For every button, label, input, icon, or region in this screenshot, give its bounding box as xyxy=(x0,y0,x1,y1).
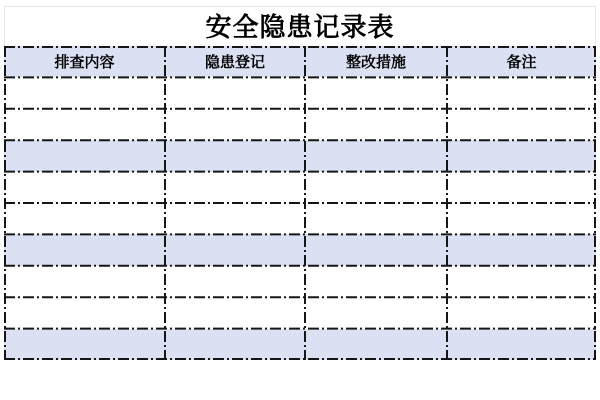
table-cell xyxy=(305,234,447,265)
table-cell xyxy=(4,297,165,328)
table-cell xyxy=(447,266,596,297)
table-cell xyxy=(305,266,447,297)
table-cell xyxy=(165,329,305,360)
table-cell xyxy=(4,140,165,171)
table-cell xyxy=(447,234,596,265)
table-cell xyxy=(4,266,165,297)
table-cell xyxy=(4,172,165,203)
table-cell xyxy=(305,140,447,171)
table-cell xyxy=(305,77,447,108)
column-header-inspection-content: 排查内容 xyxy=(4,46,165,77)
table-cell xyxy=(447,203,596,234)
column-header-rectification-measures: 整改措施 xyxy=(305,46,447,77)
table-cell xyxy=(165,77,305,108)
table-cell xyxy=(165,297,305,328)
table-cell xyxy=(447,140,596,171)
table-cell xyxy=(165,234,305,265)
document-sheet xyxy=(4,6,596,360)
table-cell xyxy=(4,77,165,108)
table-cell xyxy=(305,172,447,203)
table-cell xyxy=(4,329,165,360)
column-header-remarks: 备注 xyxy=(447,46,596,77)
table-cell xyxy=(447,77,596,108)
table-cell xyxy=(305,297,447,328)
table-cell xyxy=(4,234,165,265)
record-table xyxy=(4,46,596,360)
table-cell xyxy=(447,172,596,203)
table-cell xyxy=(4,203,165,234)
table-cell xyxy=(165,109,305,140)
table-cell xyxy=(447,297,596,328)
table-grid xyxy=(4,46,596,360)
table-cell xyxy=(165,203,305,234)
table-cell xyxy=(305,329,447,360)
table-cell xyxy=(447,329,596,360)
column-header-hazard-registration: 隐患登记 xyxy=(165,46,305,77)
table-cell xyxy=(165,172,305,203)
table-cell xyxy=(4,109,165,140)
table-cell xyxy=(305,203,447,234)
table-cell xyxy=(165,140,305,171)
table-cell xyxy=(165,266,305,297)
table-cell xyxy=(305,109,447,140)
table-cell xyxy=(447,109,596,140)
page-title: 安全隐患记录表 xyxy=(205,12,395,42)
